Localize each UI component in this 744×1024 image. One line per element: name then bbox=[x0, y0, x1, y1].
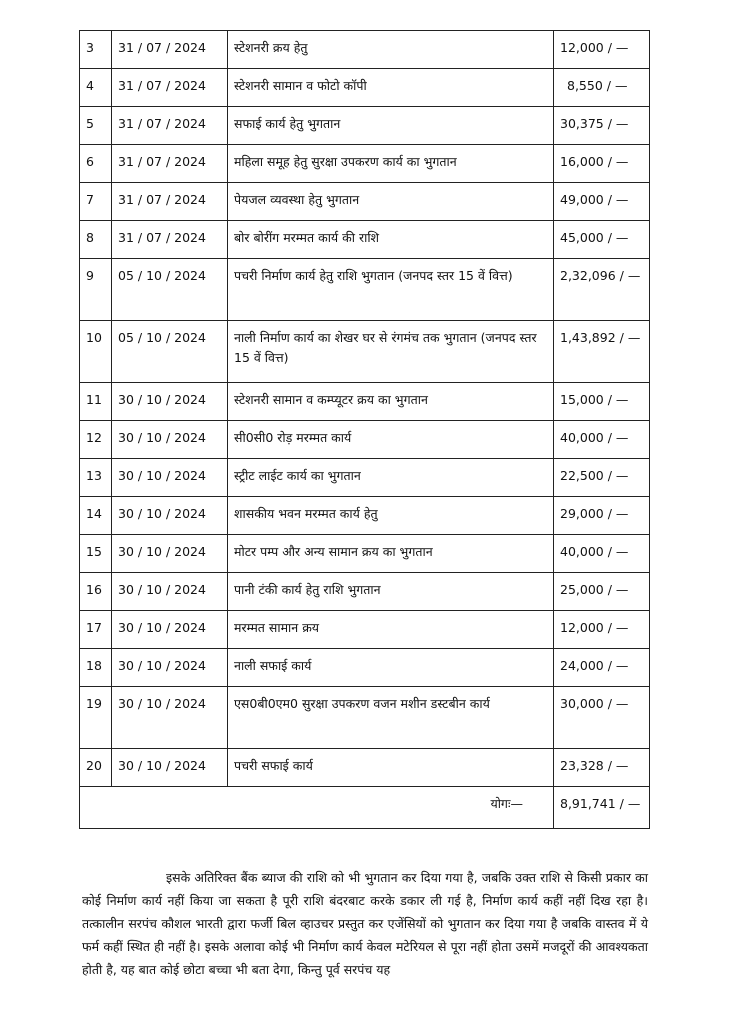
row-number: 19 bbox=[80, 687, 112, 749]
row-date: 30 / 10 / 2024 bbox=[112, 459, 228, 497]
table-row bbox=[80, 183, 650, 221]
row-amount: 30,375 / — bbox=[554, 107, 650, 145]
row-amount: 15,000 / — bbox=[554, 383, 650, 421]
table-row bbox=[80, 221, 650, 259]
row-date: 31 / 07 / 2024 bbox=[112, 145, 228, 183]
row-description: बोर बोरींग मरम्मत कार्य की राशि bbox=[228, 221, 554, 259]
table-row bbox=[80, 573, 650, 611]
row-amount: 40,000 / — bbox=[554, 421, 650, 459]
row-number: 7 bbox=[80, 183, 112, 221]
body-paragraph: इसके अतिरिक्त बैंक ब्याज की राशि को भी भुगतान कर दिया गया है, जबकि उक्त राशि से किसी प्रकार का कोई निर्माण कार्य नहीं किया जा सकता है पूरी राशि बंदरबाट करके डकार ली गई है, निर्माण कार्य कहीं नहीं दिख रहा है। तत्कालीन सरपंच कौशल भारती द्वारा फर्जी बिल व्हाउचर प्रस्तुत कर एजेंसियों को भुगतान कर दिया गया है जबकि वास्तव में ये फर्म कहीं स्थित ही नहीं है। इसके अलावा कोई भी निर्माण कार्य केवल मटेरियल से पूरा नहीं होता उसमें मजदूरों की आवश्यकता होती है, यह बात कोई छोटा बच्चा भी बता देगा, किन्तु पूर्व सरपंच यह bbox=[82, 870, 648, 977]
row-date: 30 / 10 / 2024 bbox=[112, 383, 228, 421]
payment-table-body bbox=[80, 31, 650, 829]
row-amount bbox=[554, 69, 650, 107]
payment-table bbox=[79, 30, 650, 829]
row-amount: 2,32,096 / — bbox=[554, 259, 650, 321]
row-number: 10 bbox=[80, 321, 112, 383]
total-label: योगः— bbox=[80, 787, 554, 829]
table-row bbox=[80, 259, 650, 321]
table-row bbox=[80, 421, 650, 459]
row-amount: 12,000 / — bbox=[554, 31, 650, 69]
table-row bbox=[80, 749, 650, 787]
row-number: 8 bbox=[80, 221, 112, 259]
row-date: 31 / 07 / 2024 bbox=[112, 69, 228, 107]
row-description: पानी टंकी कार्य हेतु राशि भुगतान bbox=[228, 573, 554, 611]
row-amount: 45,000 / — bbox=[554, 221, 650, 259]
table-row bbox=[80, 145, 650, 183]
table-row bbox=[80, 321, 650, 383]
row-amount: 25,000 / — bbox=[554, 573, 650, 611]
row-number: 9 bbox=[80, 259, 112, 321]
row-description: पेयजल व्यवस्था हेतु भुगतान bbox=[228, 183, 554, 221]
row-date: 30 / 10 / 2024 bbox=[112, 749, 228, 787]
table-row bbox=[80, 107, 650, 145]
row-date: 30 / 10 / 2024 bbox=[112, 649, 228, 687]
row-description: स्टेशनरी सामान व फोटो कॉपी bbox=[228, 69, 554, 107]
row-number: 11 bbox=[80, 383, 112, 421]
row-description: महिला समूह हेतु सुरक्षा उपकरण कार्य का भुगतान bbox=[228, 145, 554, 183]
row-description: शासकीय भवन मरम्मत कार्य हेतु bbox=[228, 497, 554, 535]
row-date: 31 / 07 / 2024 bbox=[112, 183, 228, 221]
row-date: 31 / 07 / 2024 bbox=[112, 221, 228, 259]
row-number: 6 bbox=[80, 145, 112, 183]
table-row bbox=[80, 649, 650, 687]
row-description: एस0बी0एम0 सुरक्षा उपकरण वजन मशीन डस्टबीन कार्य bbox=[228, 687, 554, 749]
row-number: 17 bbox=[80, 611, 112, 649]
table-row bbox=[80, 69, 650, 107]
table-row bbox=[80, 535, 650, 573]
row-number: 16 bbox=[80, 573, 112, 611]
row-date: 30 / 10 / 2024 bbox=[112, 687, 228, 749]
row-date: 30 / 10 / 2024 bbox=[112, 421, 228, 459]
row-date: 31 / 07 / 2024 bbox=[112, 31, 228, 69]
table-row bbox=[80, 31, 650, 69]
row-amount: 24,000 / — bbox=[554, 649, 650, 687]
row-date: 30 / 10 / 2024 bbox=[112, 611, 228, 649]
row-description: मरम्मत सामान क्रय bbox=[228, 611, 554, 649]
row-number: 14 bbox=[80, 497, 112, 535]
table-row bbox=[80, 383, 650, 421]
row-description: नाली सफाई कार्य bbox=[228, 649, 554, 687]
table-row bbox=[80, 497, 650, 535]
row-number: 4 bbox=[80, 69, 112, 107]
row-amount: 29,000 / — bbox=[554, 497, 650, 535]
row-number: 13 bbox=[80, 459, 112, 497]
row-description: स्टेशनरी सामान व कम्प्यूटर क्रय का भुगतान bbox=[228, 383, 554, 421]
row-description: नाली निर्माण कार्य का शेखर घर से रंगमंच तक भुगतान (जनपद स्तर 15 वें वित्त) bbox=[228, 321, 554, 383]
row-date: 30 / 10 / 2024 bbox=[112, 535, 228, 573]
row-number: 3 bbox=[80, 31, 112, 69]
row-amount-text: 8,550 / — bbox=[567, 78, 628, 93]
row-description: सी0सी0 रोड़ मरम्मत कार्य bbox=[228, 421, 554, 459]
total-row bbox=[80, 787, 650, 829]
row-date: 30 / 10 / 2024 bbox=[112, 573, 228, 611]
table-row bbox=[80, 611, 650, 649]
row-description: पचरी निर्माण कार्य हेतु राशि भुगतान (जनपद स्तर 15 वें वित्त) bbox=[228, 259, 554, 321]
row-number: 12 bbox=[80, 421, 112, 459]
row-amount: 23,328 / — bbox=[554, 749, 650, 787]
row-number: 15 bbox=[80, 535, 112, 573]
row-number: 20 bbox=[80, 749, 112, 787]
row-amount: 1,43,892 / — bbox=[554, 321, 650, 383]
table-row bbox=[80, 459, 650, 497]
row-amount: 22,500 / — bbox=[554, 459, 650, 497]
row-description: पचरी सफाई कार्य bbox=[228, 749, 554, 787]
row-number: 18 bbox=[80, 649, 112, 687]
row-amount: 49,000 / — bbox=[554, 183, 650, 221]
row-number: 5 bbox=[80, 107, 112, 145]
row-amount: 30,000 / — bbox=[554, 687, 650, 749]
row-description: सफाई कार्य हेतु भुगतान bbox=[228, 107, 554, 145]
table-row bbox=[80, 687, 650, 749]
row-description: मोटर पम्प और अन्य सामान क्रय का भुगतान bbox=[228, 535, 554, 573]
row-amount: 16,000 / — bbox=[554, 145, 650, 183]
row-date: 05 / 10 / 2024 bbox=[112, 321, 228, 383]
row-date: 05 / 10 / 2024 bbox=[112, 259, 228, 321]
row-date: 31 / 07 / 2024 bbox=[112, 107, 228, 145]
total-amount: 8,91,741 / — bbox=[554, 787, 650, 829]
row-description: स्टेशनरी क्रय हेतु bbox=[228, 31, 554, 69]
row-description: स्ट्रीट लाईट कार्य का भुगतान bbox=[228, 459, 554, 497]
row-date: 30 / 10 / 2024 bbox=[112, 497, 228, 535]
row-amount: 12,000 / — bbox=[554, 611, 650, 649]
row-amount: 40,000 / — bbox=[554, 535, 650, 573]
